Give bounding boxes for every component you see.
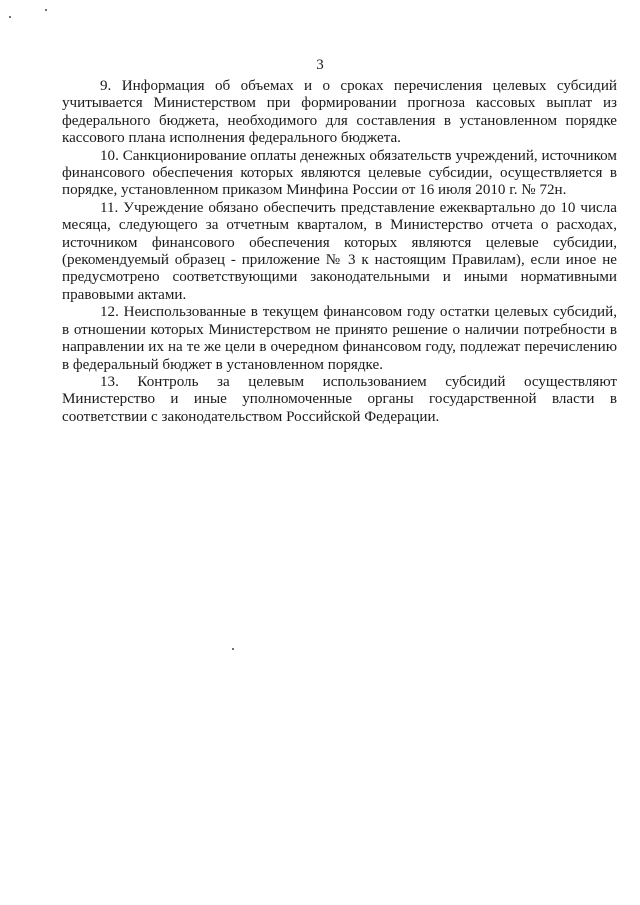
paragraph-13: 13. Контроль за целевым использованием субсидий осуществляют Министерство и иные уполномоченные органы государственной власти в соответствии с законодательством Российской Федерации. <box>62 373 617 425</box>
scan-speck <box>45 9 47 11</box>
paragraph-11: 11. Учреждение обязано обеспечить представление ежеквартально до 10 числа месяца, следующего за отчетным кварталом, в Министерство отчета о расходах, источником финансового обеспечения которых являются целевые субсидии, (рекомендуемый образец - приложение № 3 к настоящим Правилам), если иное не предусмотрено соответствующими законодательными и иными нормативными правовыми актами. <box>62 199 617 303</box>
document-body <box>62 78 617 426</box>
page-number: 3 <box>316 57 324 73</box>
paragraph-10: 10. Санкционирование оплаты денежных обязательств учреждений, источником финансового обеспечения которых являются целевые субсидии, осуществляется в порядке, установленном приказом Минфина России от 16 июля 2010 г. № 72н. <box>62 147 617 199</box>
paragraph-9: 9. Информация об объемах и о сроках перечисления целевых субсидий учитывается Министерством при формировании прогноза кассовых выплат из федерального бюджета, необходимого для составления в установленном порядке кассового плана исполнения федерального бюджета. <box>62 78 617 147</box>
paragraph-12: 12. Неиспользованные в текущем финансовом году остатки целевых субсидий, в отношении которых Министерством не принято решение о наличии потребности в направлении их на те же цели в очередном финансовом году, подлежат перечислению в федеральный бюджет в установленном порядке. <box>62 304 617 373</box>
scan-speck <box>232 648 234 650</box>
scan-speck <box>9 16 11 18</box>
